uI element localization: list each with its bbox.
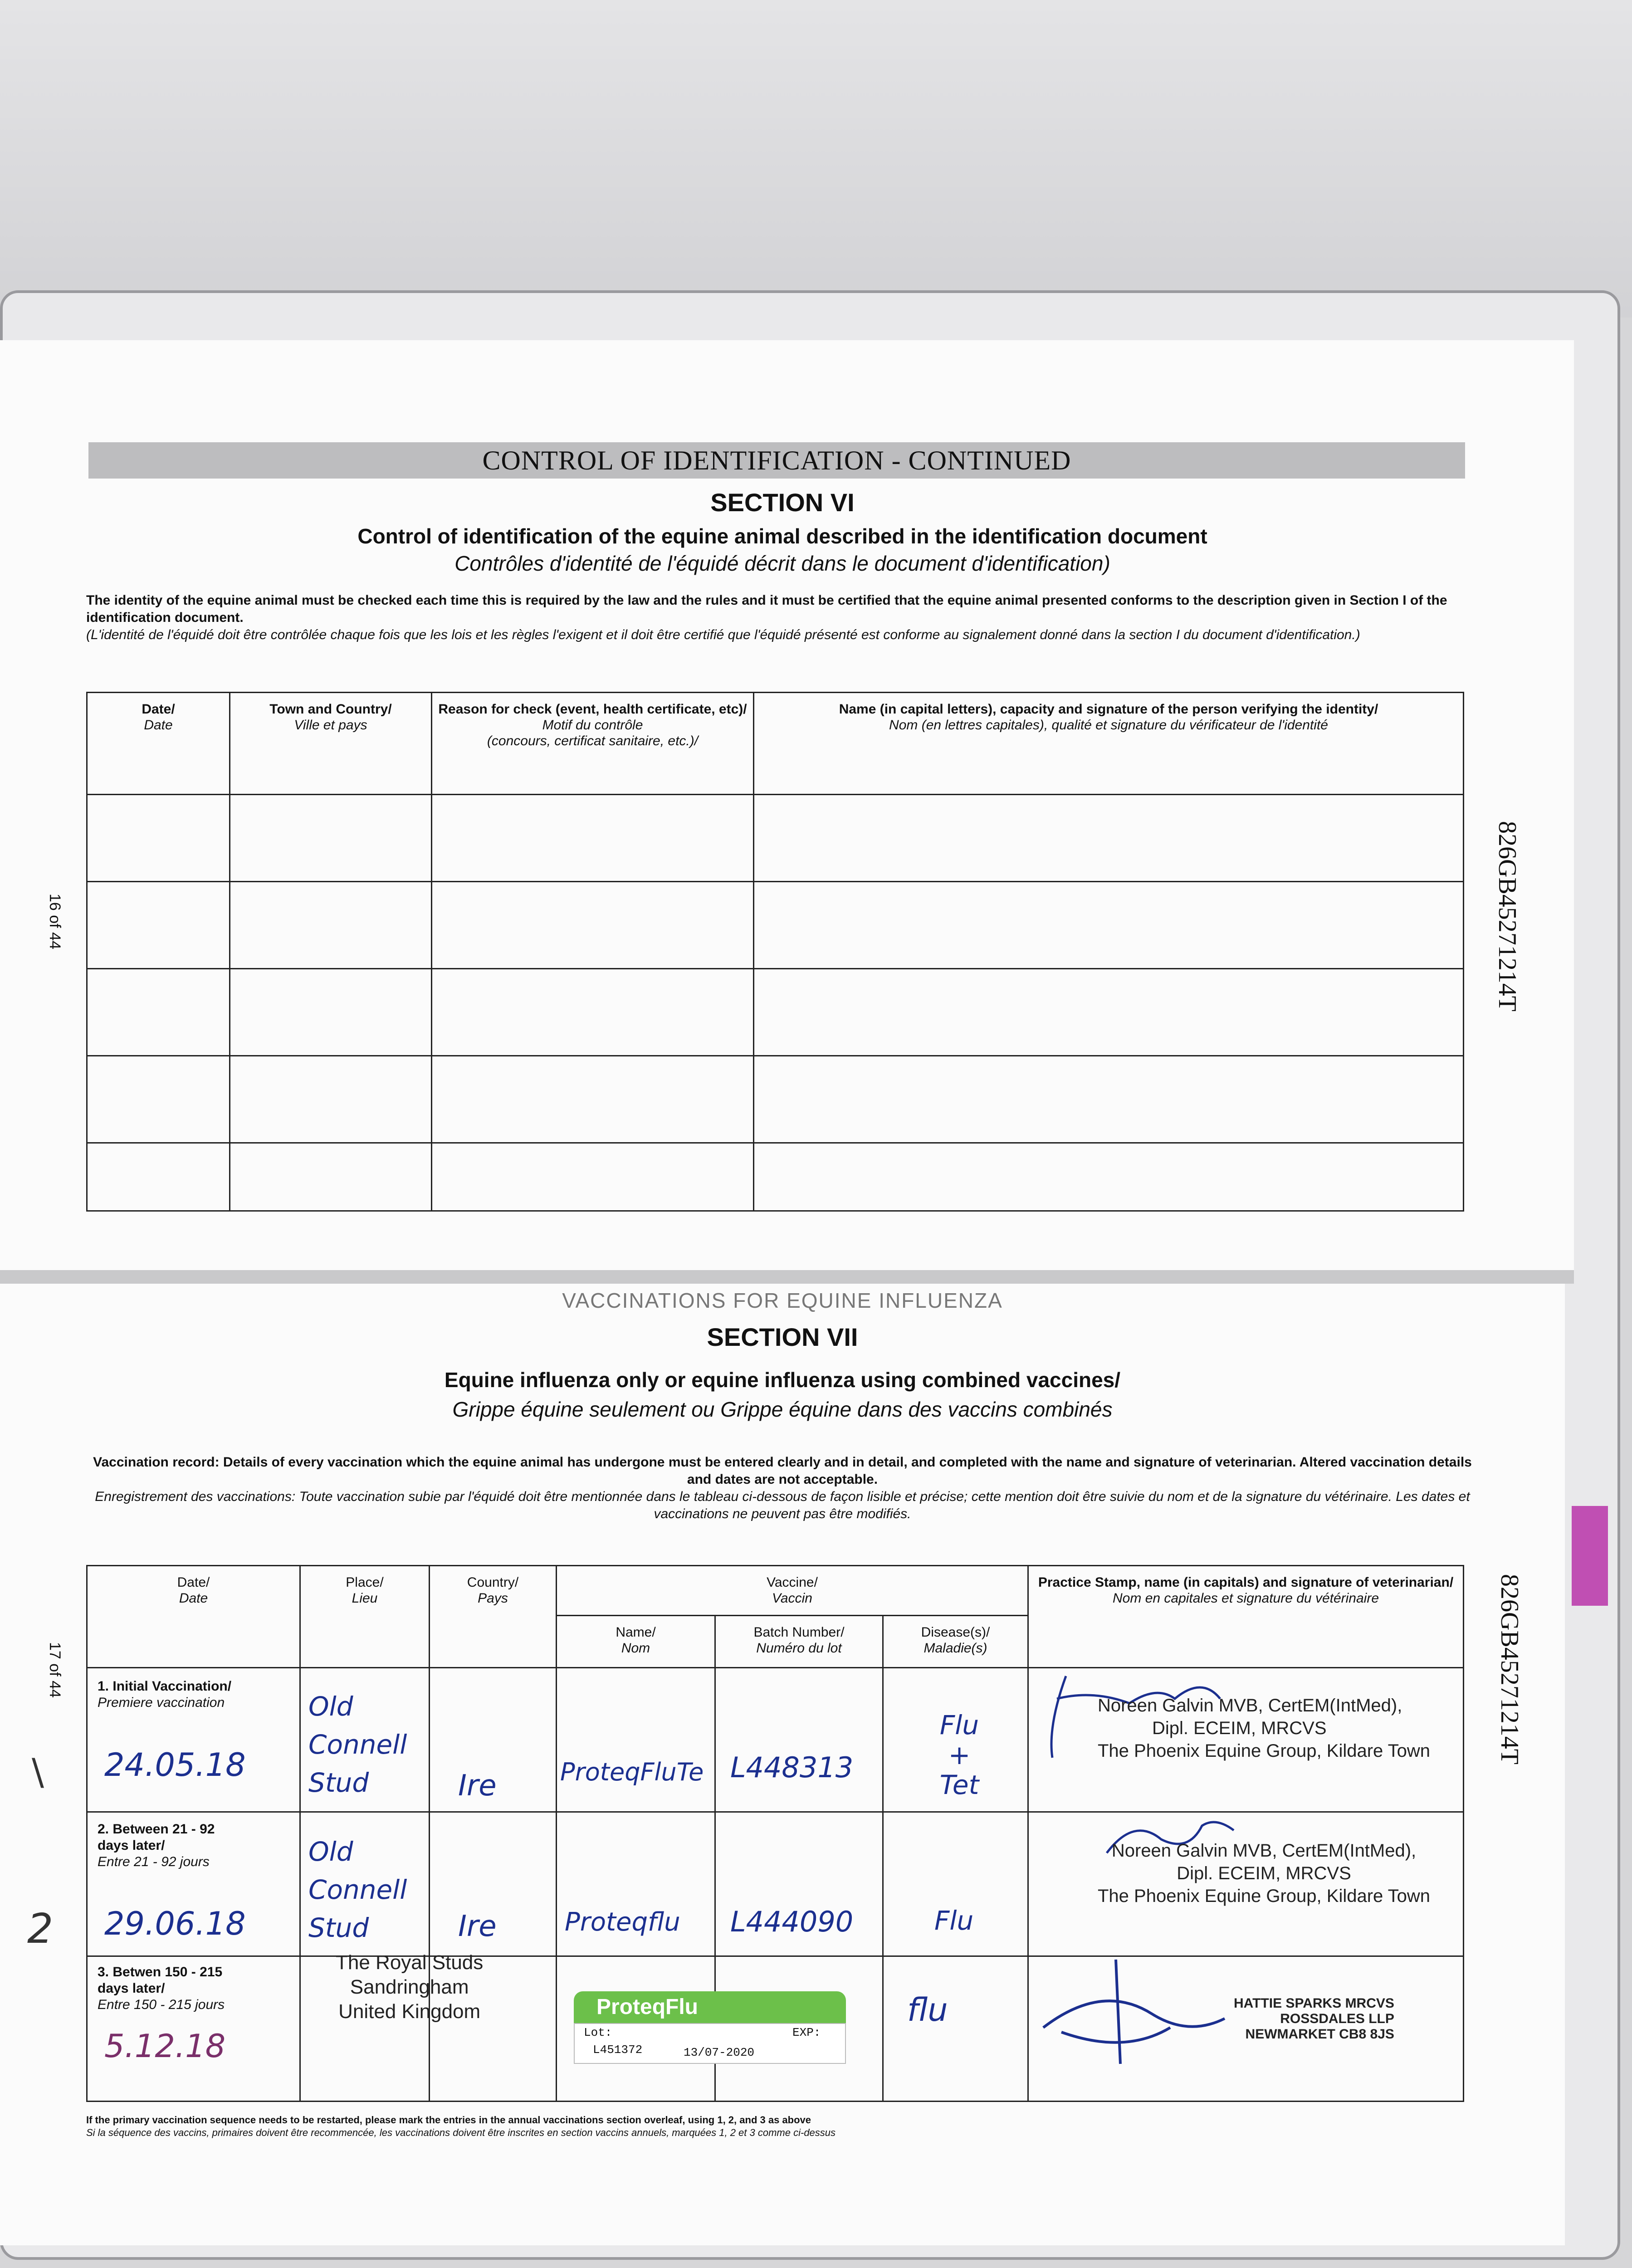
section6-instructions-fr: (L'identité de l'équidé doit être contrôlée chaque fois que les lois et les règles l'exigent et il doit être certifié que l'équidé présenté est conforme au signalement donné dans la section I du document d'identification.) (86, 627, 1360, 642)
col-vaccine-name: Name/ Nom (557, 1616, 715, 1668)
stamp-row1: Noreen Galvin MVB, CertEM(IntMed), Dipl. ECEIM, MRCVS The Phoenix Equine Group, Kildare Town (1098, 1696, 1431, 1761)
table-row (87, 882, 1464, 969)
row2-disease: Flu (934, 1905, 974, 1936)
col-batch-number: Batch Number/ Numéro du lot (715, 1616, 883, 1668)
section7-heading-fr: Grippe équine seulement ou Grippe équine dans des vaccins combinés (452, 1398, 1113, 1421)
sticker-lot: L451372 (593, 2043, 643, 2057)
section6-title: SECTION VI (710, 488, 855, 517)
row1-batch: L448313 (730, 1751, 854, 1784)
col-town-country: Town and Country/ Ville et pays (230, 693, 432, 795)
row1-country: Ire (458, 1769, 497, 1803)
page-fold (0, 1270, 1574, 1284)
scanner-background (0, 0, 1632, 318)
section7-banner: VACCINATIONS FOR EQUINE INFLUENZA (562, 1289, 1003, 1312)
stamp-row2: Noreen Galvin MVB, CertEM(IntMed), Dipl. ECEIM, MRCVS The Phoenix Equine Group, Kildare Town (1098, 1841, 1431, 1906)
row3-date: 5.12.18 (104, 2028, 226, 2065)
row2-date: 29.06.18 (104, 1905, 246, 1942)
vaccine-sticker (574, 1991, 846, 2064)
row2-label: 2. Between 21 - 92 days later/ Entre 21 - 92 jours (98, 1822, 215, 1869)
table-row (87, 1143, 1464, 1211)
row2-country: Ire (458, 1910, 497, 1943)
passport-number-top: 826GB45271214T (1493, 821, 1521, 1012)
section7-instructions-en: Vaccination record: Details of every vaccination which the equine animal has undergone must be entered clearly and in detail, and completed with the name and signature of veterinarian. Altered vaccination details and dates are not acceptable. (93, 1455, 1472, 1487)
row1-place: Old Connell Stud (308, 1691, 407, 1798)
section6-banner: CONTROL OF IDENTIFICATION - CONTINUED (88, 442, 1465, 479)
sticker-brand: ProteqFlu (574, 1991, 846, 2023)
col-diseases: Disease(s)/ Maladie(s) (883, 1616, 1028, 1668)
signature-row3 (1034, 1955, 1261, 2073)
row2-place: Old Connell Stud (308, 1836, 407, 1943)
row2-vaccine: Proteqflu (565, 1907, 680, 1937)
col-date: Date/ Date (87, 1566, 300, 1668)
section6-heading-fr: Contrôles d'identité de l'équidé décrit dans le document d'identification) (454, 552, 1110, 575)
section7-title: SECTION VII (707, 1323, 858, 1351)
sticker-lot-label: Lot: (584, 2026, 612, 2039)
section6-instructions-en: The identity of the equine animal must be checked each time this is required by the law and the rules and it must be certified that the equine animal presented conforms to the description given in Section I of the identification document. (86, 593, 1447, 625)
col-place: Place/ Lieu (300, 1566, 430, 1668)
row1-vaccine: ProteqFluTe (560, 1758, 704, 1786)
table-row (87, 1056, 1464, 1143)
margin-mark-1: \ (32, 1751, 44, 1793)
page-label-17: 17 of 44 (46, 1642, 64, 1698)
table-row (87, 795, 1464, 882)
col-country: Country/ Pays (430, 1566, 557, 1668)
stamp-row3: HATTIE SPARKS MRCVS ROSSDALES LLP NEWMARKET CB8 8JS (1234, 1996, 1394, 2042)
row3-place-stamp: The Royal Studs Sandringham United Kingdom (336, 1951, 484, 2023)
row3-label: 3. Betwen 150 - 215 days later/ Entre 150 - 215 jours (98, 1965, 225, 2012)
row1-disease: Flu + Tet (939, 1710, 979, 1800)
margin-mark-2: 2 (27, 1905, 54, 1953)
col-vaccine: Vaccine/ Vaccin (557, 1566, 1028, 1616)
col-reason: Reason for check (event, health certificate, etc)/ Motif du contrôle (concours, certificat sanitaire, etc.)/ (432, 693, 754, 795)
row2-batch: L444090 (730, 1905, 854, 1938)
col-verifier: Name (in capital letters), capacity and signature of the person verifying the identity/ Nom (en lettres capitales), qualité et signature du vérificateur de l'identité (754, 693, 1464, 795)
section6-heading-en: Control of identification of the equine animal described in the identification document (357, 524, 1207, 548)
col-practice-stamp: Practice Stamp, name (in capitals) and signature of veterinarian/ Nom en capitales et signature du vétérinaire (1028, 1566, 1464, 1668)
pink-tab (1572, 1506, 1608, 1606)
footnote: If the primary vaccination sequence needs to be restarted, please mark the entries in the annual vaccinations section overleaf, using 1, 2, and 3 as above Si la séquence des vaccins, primaires doivent être recommencée, les vaccinations doivent être inscrites en section vaccins annuels, marquées 1, 2 et 3 comme ci-dessus (86, 2114, 836, 2138)
page-label-16: 16 of 44 (46, 894, 64, 949)
sticker-exp: 13/07-2020 (684, 2046, 755, 2059)
section7-instructions-fr: Enregistrement des vaccinations: Toute vaccination subie par l'équidé doit être mentionnée dans le tableau ci-dessous de façon lisible et précise; cette mention doit être suivie du nom et de la signature du vétérinaire. Les dates et vaccinations ne peuvent pas être modifiés. (95, 1489, 1470, 1521)
col-date: Date/ Date (87, 693, 230, 795)
row3-disease: flu (907, 1991, 948, 2028)
section7-heading-en: Equine influenza only or equine influenza using combined vaccines/ (444, 1368, 1121, 1392)
sticker-exp-label: EXP: (792, 2026, 821, 2039)
row1-date: 24.05.18 (104, 1746, 246, 1784)
row1-label: 1. Initial Vaccination/ Premiere vaccination (98, 1679, 232, 1710)
passport-number-bottom: 826GB45271214T (1495, 1574, 1524, 1765)
table-row (87, 969, 1464, 1056)
identity-check-table (86, 692, 1464, 1212)
